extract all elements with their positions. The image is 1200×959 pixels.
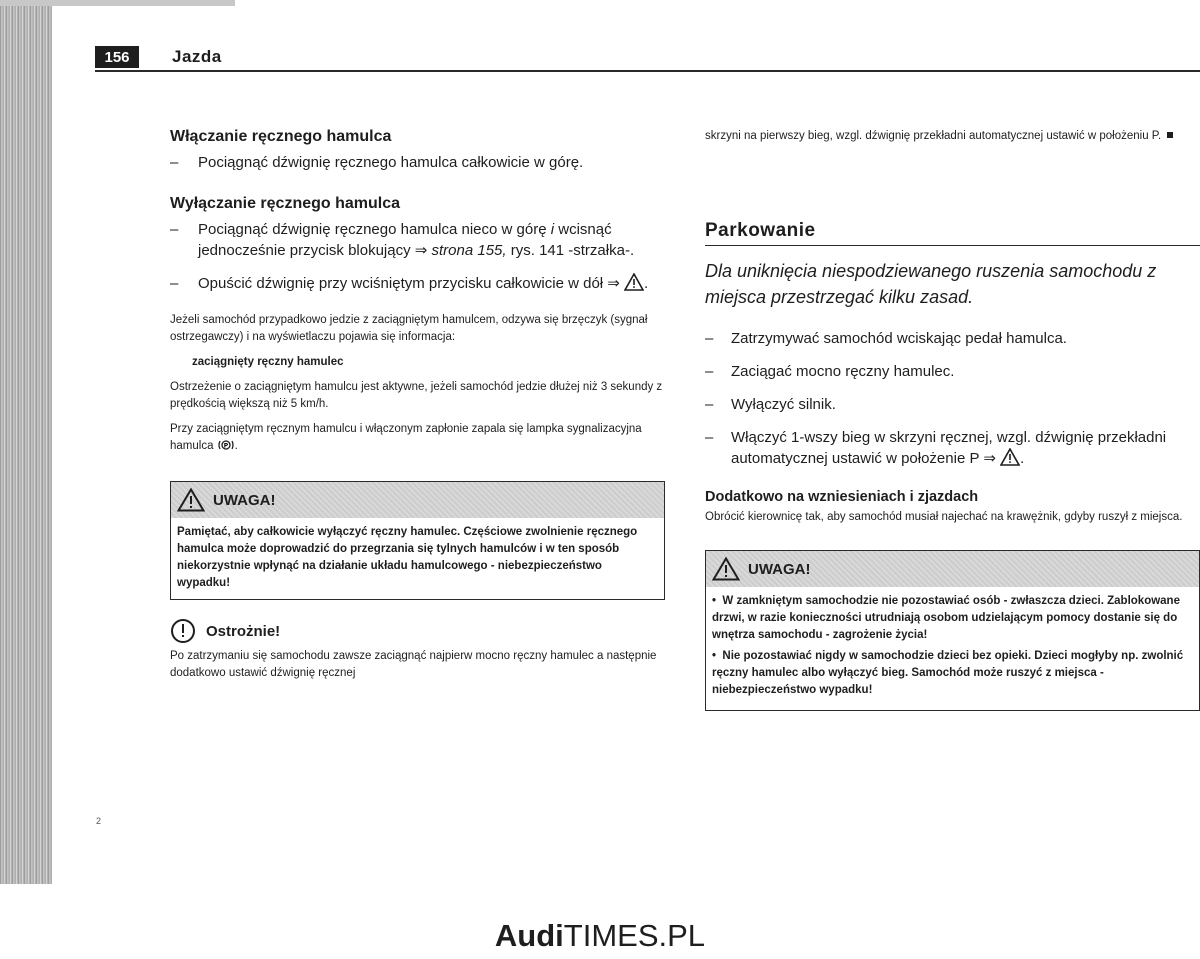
left-column — [170, 128, 665, 682]
warning-header: UWAGA! — [706, 551, 1199, 587]
stray-mark: 2 — [96, 816, 102, 826]
page-number: 156 — [95, 46, 139, 68]
footer-logo: AudiTIMES.PL — [494, 918, 706, 953]
engage-step: – Pociągnąć dźwignię ręcznego hamulca całkowicie w górę. — [170, 154, 584, 171]
warning-triangle-icon — [177, 488, 205, 512]
release-heading: Wyłączanie ręcznego hamulca — [170, 195, 401, 212]
right-column — [705, 128, 1200, 711]
warning-triangle-icon[interactable] — [1000, 448, 1020, 466]
slopes-heading: Dodatkowo na wzniesieniach i zjazdach — [705, 489, 979, 505]
continuation-text: skrzyni na pierwszy bieg, wzgl. dźwignię przekładni automatycznej ustawić w położeniu P. — [705, 128, 1200, 144]
warning-triangle-icon[interactable] — [624, 273, 644, 291]
caution-body: Po zatrzymaniu się samochodu zawsze zaciągnąć najpierw mocno ręczny hamulec a następnie dodatkowo ustawić dźwignię ręcznej — [170, 650, 657, 679]
parking-step-2: – Zaciągać mocno ręczny hamulec. — [705, 363, 955, 380]
page-reference-link[interactable]: strona 155, — [431, 242, 507, 259]
warning-box-right — [705, 550, 1200, 711]
display-message: zaciągnięty ręczny hamulec — [192, 356, 344, 368]
parking-step-3: – Wyłączyć silnik. — [705, 396, 836, 413]
parking-lead: Dla uniknięcia niespodziewanego ruszenia samochodu z miejsca przestrzegać kilku zasad. — [705, 261, 1157, 307]
page-edge — [0, 0, 52, 884]
parking-heading: Parkowanie — [705, 220, 816, 241]
warning-item: • W zamkniętym samochodzie nie pozostawiać osób - zwłaszcza dzieci. Zablokowane drzwi, w razie konieczności utrudniają osobom udzielającym pomocy dostanie się do wnętrza samochodu - zagrożenie życia! — [712, 595, 1180, 641]
warning-triangle-icon — [712, 557, 740, 581]
warning-header: UWAGA! — [171, 482, 664, 518]
parking-step-1: – Zatrzymywać samochód wciskając pedał hamulca. — [705, 330, 1067, 347]
buzzer-note: Jeżeli samochód przypadkowo jedzie z zaciągniętym hamulcem, odzywa się brzęczyk (sygnał ostrzegawczy) i na wyświetlaczu pojawia się informacja: zaciągnięty ręczny hamulec Ostrzeżenie o zaciągniętym hamulcu jest aktywne, jeżeli samochód jedzie dłużej niż 3 sekundy z prędkością większą niż 5 km/h. Przy zaciągniętym ręcznym hamulcu i włączonym zapłonie zapala się lampka sygnalizacyjna hamulca P . — [170, 312, 665, 455]
end-marker-icon — [1167, 132, 1173, 138]
page-title: Jazda — [172, 47, 222, 66]
slopes-body: Obrócić kierownicę tak, aby samochód musiał najechać na krawężnik, gdyby ruszył z miejsca. — [705, 511, 1183, 523]
parking-step-4: – Włączyć 1-wszy bieg w skrzyni ręcznej, wzgl. dźwignię przekładni automatycznej ustawić w położenie P ⇒ . — [705, 429, 1167, 467]
warning-item: • Nie pozostawiać nigdy w samochodzie dzieci bez opieki. Dzieci mogłyby np. zwolnić ręczny hamulec albo wyłączyć bieg. Samochód może ruszyć z miejsca - niebezpieczeństwo wypadku! — [712, 650, 1184, 696]
parking-brake-lamp-icon — [217, 439, 235, 451]
section-rule — [705, 245, 1200, 246]
page-edge-cap — [0, 0, 235, 6]
release-step-1: – Pociągnąć dźwignię ręcznego hamulca nieco w górę i wcisnąć jednocześnie przycisk blokujący ⇒ strona 155, rys. 141 -strzałka-. — [170, 221, 635, 259]
header-rule — [95, 70, 1200, 72]
svg-text:P: P — [223, 442, 228, 450]
warning-box-left — [170, 481, 665, 600]
caution-header: Ostrożnie! — [170, 618, 665, 644]
release-step-2: – Opuścić dźwignię przy wciśniętym przycisku całkowicie w dół ⇒ . — [170, 275, 649, 292]
warning-body: Pamiętać, aby całkowicie wyłączyć ręczny hamulec. Częściowe zwolnienie ręcznego hamulca może doprowadzić do przegrzania się tylnych hamulców i w ten sposób niekorzystnie wpłynąć na działanie układu hamulcowego - niebezpieczeństwo wypadku! — [177, 526, 638, 589]
warning-body — [706, 587, 1199, 710]
engage-heading: Włączanie ręcznego hamulca — [170, 128, 392, 145]
caution-circle-icon — [170, 618, 196, 644]
